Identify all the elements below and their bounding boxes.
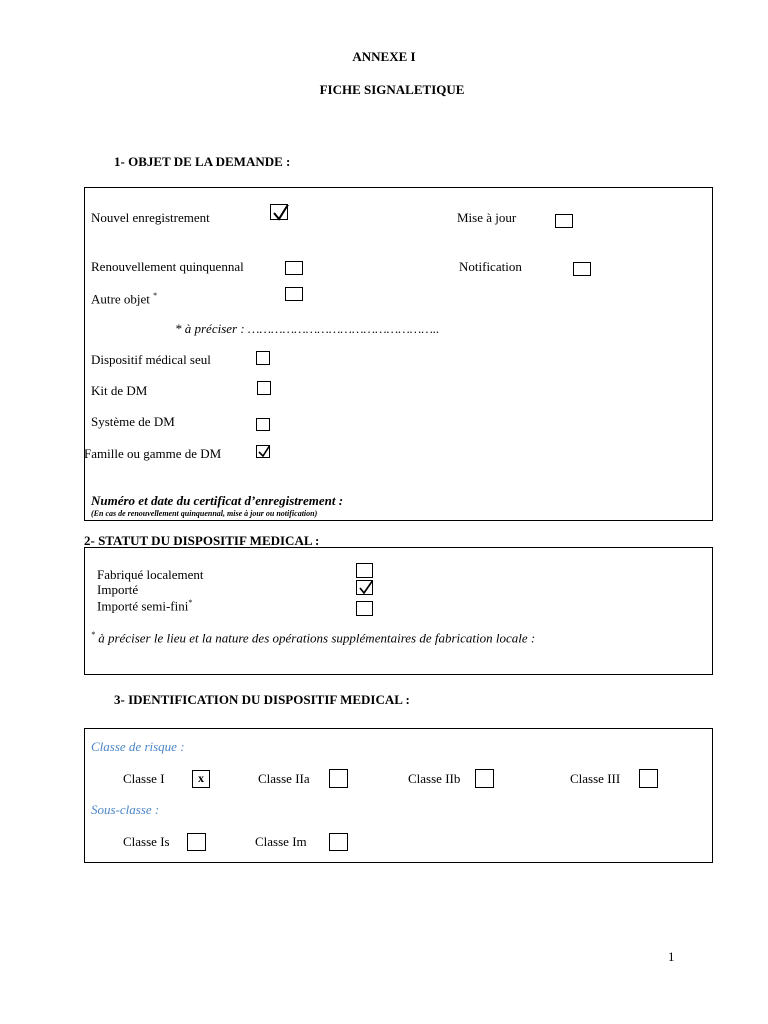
label-classe-is: Classe Is — [123, 834, 170, 849]
label-classe-3: Classe III — [570, 771, 621, 786]
classe-risque-label: Classe de risque : — [91, 739, 185, 754]
checkbox-mise-a-jour[interactable] — [555, 214, 573, 228]
checkbox-classe-im[interactable] — [329, 833, 348, 851]
section2-note: * à préciser le lieu et la nature des opérations supplémentaires de fabrication locale : — [91, 630, 536, 646]
annex-title: ANNEXE I — [352, 49, 416, 64]
label-notification: Notification — [459, 259, 522, 274]
section3-heading: 3- IDENTIFICATION DU DISPOSITIF MEDICAL : — [114, 692, 410, 707]
label-fabrique: Fabriqué localement — [97, 567, 204, 582]
label-classe-1: Classe I — [123, 771, 165, 786]
checkbox-importe[interactable] — [356, 580, 373, 595]
checkbox-fabrique[interactable] — [356, 563, 373, 578]
checkbox-dispositif-seul[interactable] — [256, 351, 270, 365]
checkmark-icon — [257, 446, 271, 459]
label-autre-objet: Autre objet * — [91, 291, 158, 307]
checkmark-icon — [357, 581, 374, 596]
label-systeme: Système de DM — [91, 414, 175, 429]
checkbox-classe-2a[interactable] — [329, 769, 348, 788]
checkbox-semi-fini[interactable] — [356, 601, 373, 616]
checkbox-nouvel-enregistrement[interactable] — [270, 204, 288, 220]
label-importe: Importé — [97, 582, 139, 597]
label-semi-fini: Importé semi-fini* — [97, 598, 193, 614]
numero-certificat-label: Numéro et date du certificat d’enregistrement : — [91, 493, 344, 508]
checkmark-icon — [271, 205, 291, 223]
section1-heading: 1- OBJET DE LA DEMANDE : — [114, 154, 291, 169]
document-title: FICHE SIGNALETIQUE — [319, 82, 465, 97]
checkbox-kit[interactable] — [257, 381, 271, 395]
section2-heading: 2- STATUT DU DISPOSITIF MEDICAL : — [84, 533, 320, 548]
checkbox-classe-3[interactable] — [639, 769, 658, 788]
sous-classe-label: Sous-classe : — [91, 802, 160, 817]
label-classe-2a: Classe IIa — [258, 771, 310, 786]
checkbox-renouvellement[interactable] — [285, 261, 303, 275]
label-classe-2b: Classe IIb — [408, 771, 461, 786]
label-mise-a-jour: Mise à jour — [457, 210, 517, 225]
label-dispositif-seul: Dispositif médical seul — [91, 352, 211, 367]
checkbox-classe-2b[interactable] — [475, 769, 494, 788]
label-famille: Famille ou gamme de DM — [84, 446, 222, 461]
label-renouvellement: Renouvellement quinquennal — [91, 259, 244, 274]
label-kit: Kit de DM — [91, 383, 148, 398]
numero-certificat-note: (En cas de renouvellement quinquennal, mise à jour ou notification) — [91, 509, 318, 518]
checkbox-autre-objet[interactable] — [285, 287, 303, 301]
checkbox-notification[interactable] — [573, 262, 591, 276]
page-number: 1 — [668, 949, 675, 964]
checkbox-famille[interactable] — [256, 445, 270, 458]
a-preciser-line: * à préciser : ………………………………………….. — [175, 321, 440, 336]
checkbox-classe-1[interactable]: x — [192, 770, 210, 788]
checkbox-classe-is[interactable] — [187, 833, 206, 851]
label-classe-im: Classe Im — [255, 834, 307, 849]
checkbox-systeme[interactable] — [256, 418, 270, 431]
label-nouvel-enregistrement: Nouvel enregistrement — [91, 210, 210, 225]
